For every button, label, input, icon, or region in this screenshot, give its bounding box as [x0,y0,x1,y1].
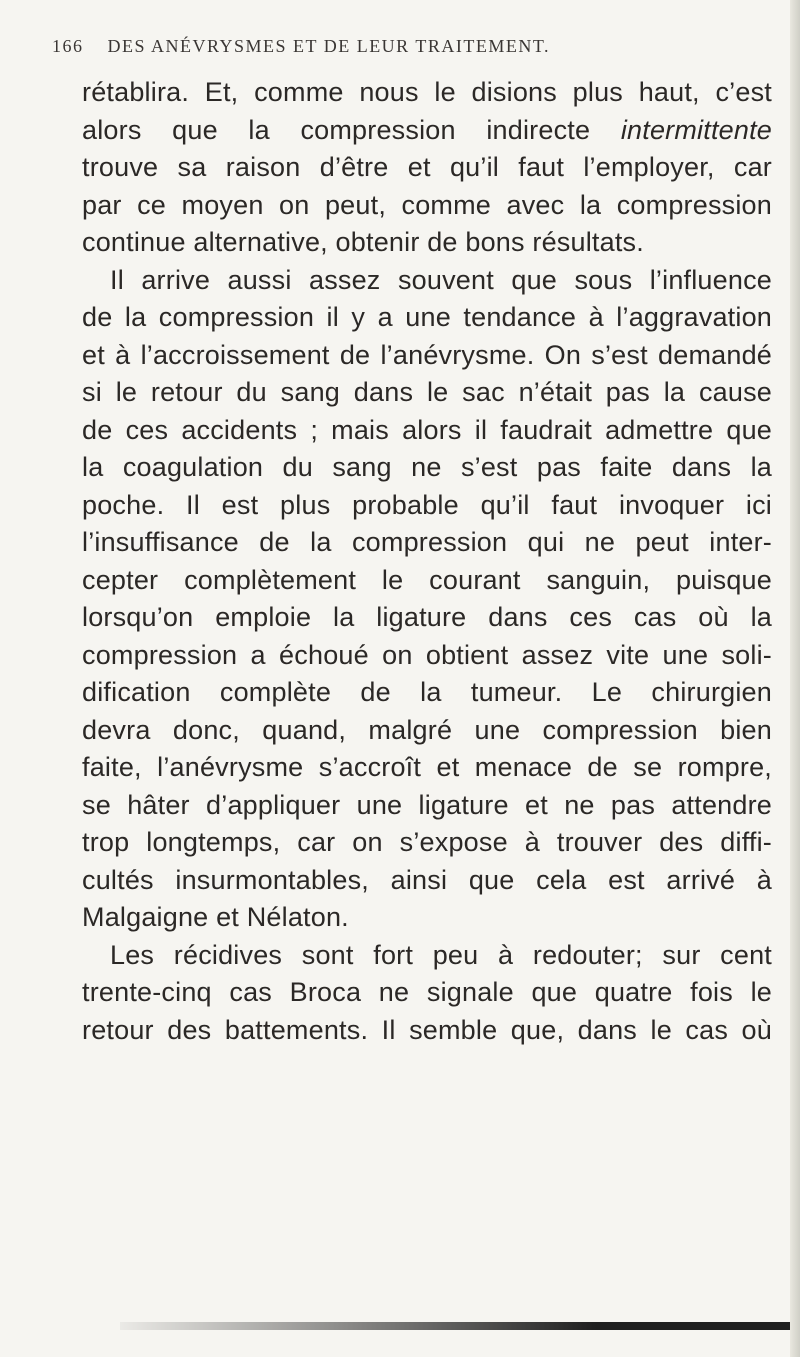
text-line [82,337,772,375]
text-line [82,1012,772,1050]
text-line [82,599,772,637]
text-line [82,262,772,300]
text-line [82,824,772,862]
running-title: DES ANÉVRYSMES ET DE LEUR TRAITEMENT. [107,36,551,56]
line-text: poche. Il est plus probable qu’il faut invoquer ici [82,489,772,520]
line-text: retour des battements. Il semble que, dans le cas où [82,1014,772,1045]
line-text: continue alternative, obtenir de bons résultats. [82,227,644,257]
text-line [82,224,772,262]
line-text: se hâter d’appliquer une ligature et ne pas attendre [82,789,772,820]
text-line [82,974,772,1012]
line-text: compression a échoué on obtient assez vite une soli- [82,639,772,670]
line-text: trouve sa raison d’être et qu’il faut l’employer, car [82,152,772,182]
line-text: trente-cinq cas Broca ne signale que quatre fois le [82,977,772,1007]
text-line [82,149,772,187]
body-text [82,74,772,1049]
line-text: faite, l’anévrysme s’accroît et menace de se rompre, [82,752,772,782]
text-line [82,112,772,150]
italic-word: intermittente [620,114,772,145]
text-line [82,712,772,750]
line-text: alors que la compression indirecte [82,114,621,145]
line-text: lorsqu’on emploie la ligature dans ces cas où la [82,602,772,632]
text-line [82,412,772,450]
line-text: Malgaigne et Nélaton. [82,902,349,932]
text-line [82,862,772,900]
text-line [82,374,772,412]
line-text: cepter complètement le courant sanguin, puisque [82,564,772,595]
text-line [82,74,772,112]
text-line [82,749,772,787]
text-line [82,449,772,487]
line-text: dification complète de la tumeur. Le chirurgien [82,677,772,707]
line-text: par ce moyen on peut, comme avec la compression [82,189,772,220]
text-line [82,562,772,600]
line-text: et à l’accroissement de l’anévrysme. On s’est demandé [82,339,772,370]
line-text: Les récidives sont fort peu à redouter; sur cent [110,939,772,970]
text-line [82,674,772,712]
page-right-edge [790,0,800,1357]
text-line [82,487,772,525]
line-text: devra donc, quand, malgré une compression bien [82,714,772,745]
page-bottom-edge [120,1322,800,1330]
line-text: rétablira. Et, comme nous le disions plus haut, c’est [82,77,772,107]
line-text: de la compression il y a une tendance à l’aggravation [82,302,772,332]
line-text: si le retour du sang dans le sac n’était pas la cause [82,377,772,407]
line-text: de ces accidents ; mais alors il faudrait admettre que [82,414,772,445]
text-line [82,299,772,337]
running-header [52,36,752,57]
line-text: l’insuffisance de la compression qui ne peut inter- [82,527,772,557]
line-text: la coagulation du sang ne s’est pas faite dans la [82,452,772,482]
text-line [82,937,772,975]
text-line [82,187,772,225]
page-number: 166 [52,36,84,56]
text-line [82,637,772,675]
line-text: trop longtemps, car on s’expose à trouver des diffi- [82,827,772,857]
text-line [82,524,772,562]
line-text: cultés insurmontables, ainsi que cela est arrivé à [82,864,772,895]
text-line [82,899,772,937]
line-text: Il arrive aussi assez souvent que sous l’influence [110,264,772,295]
text-line [82,787,772,825]
